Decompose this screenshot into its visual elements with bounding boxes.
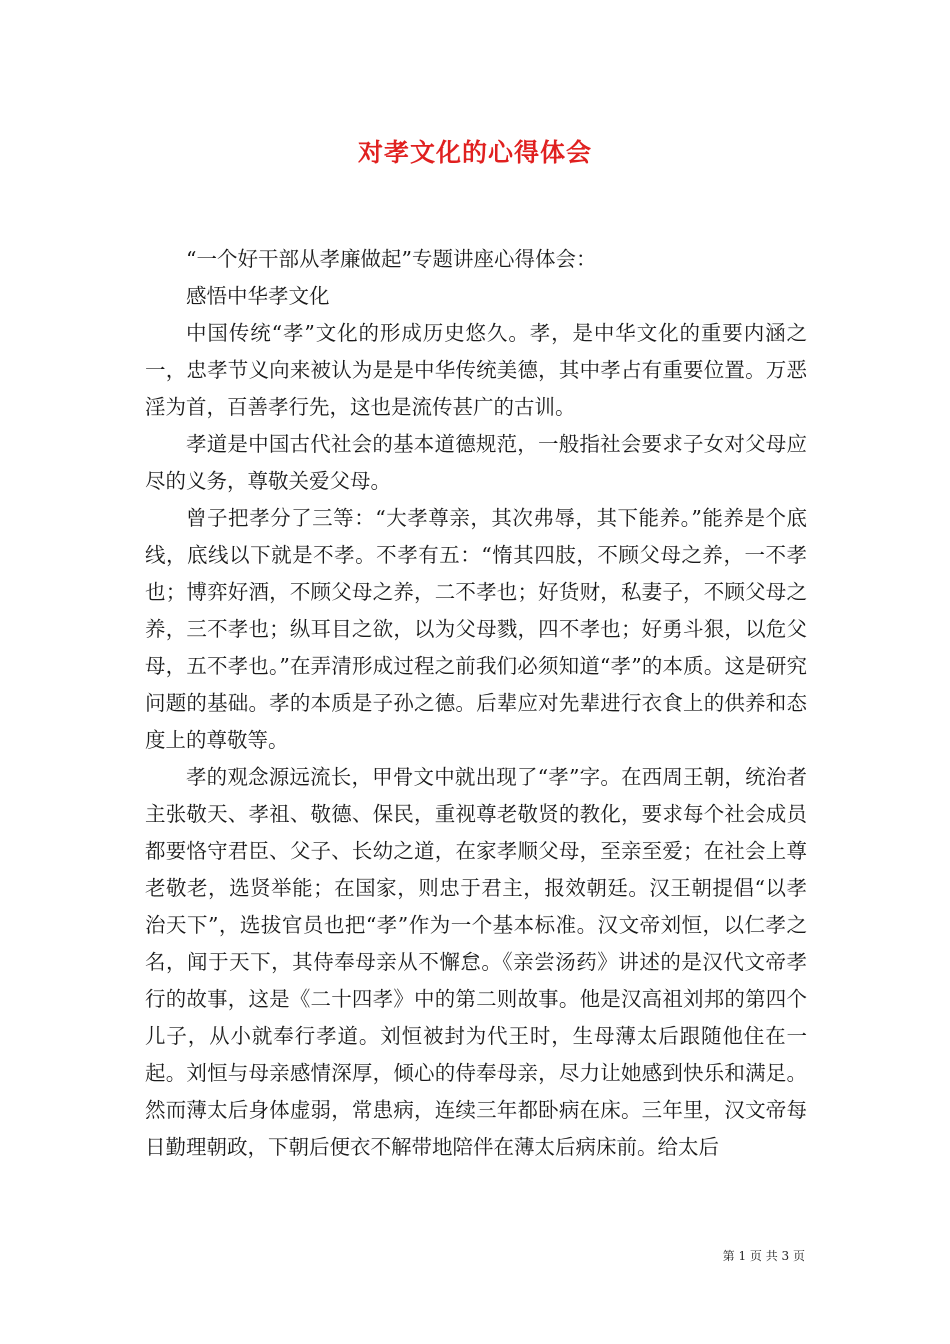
paragraph: 孝的观念源远流长，甲骨文中就出现了“孝”字。在西周王朝，统治者主张敬天、孝祖、敬德、保民，重视尊老敬贤的教化，要求每个社会成员都要恪守君臣、父子、长幼之道，在家孝顺父母，至亲至爱；在社会上尊老敬老，选贤举能；在国家，则忠于君主，报效朝廷。汉王朝提倡“以孝治天下”，选拔官员也把“孝”作为一个基本标准。汉文帝刘恒，以仁孝之名，闻于天下，其侍奉母亲从不懈怠。《亲尝汤药》讲述的是汉代文帝孝行的故事，这是《二十四孝》中的第二则故事。他是汉高祖刘邦的第四个儿子，从小就奉行孝道。刘恒被封为代王时，生母薄太后跟随他住在一起。刘恒与母亲感情深厚，倾心的侍奉母亲，尽力让她感到快乐和满足。然而薄太后身体虚弱，常患病，连续三年都卧病在床。三年里，汉文帝每日勤理朝政，下朝后便衣不解带地陪伴在薄太后病床前。给太后 [145, 765, 807, 1159]
paragraph: 中国传统“孝”文化的形成历史悠久。孝，是中华文化的重要内涵之一，忠孝节义向来被认为是是中华传统美德，其中孝占有重要位置。万恶淫为首，百善孝行先，这也是流传甚广的古训。 [145, 321, 807, 419]
paragraph: 孝道是中国古代社会的基本道德规范，一般指社会要求子女对父母应尽的义务，尊敬关爱父母。 [145, 432, 807, 493]
paragraph: 曾子把孝分了三等：“大孝尊亲，其次弗辱，其下能养。”能养是个底线，底线以下就是不孝。不孝有五：“惰其四肢，不顾父母之养，一不孝也；博弈好酒，不顾父母之养，二不孝也；好货财，私妻子，不顾父母之养，三不孝也；纵耳目之欲，以为父母戮，四不孝也；好勇斗狠，以危父母，五不孝也。”在弄清形成过程之前我们必须知道“孝”的本质。这是研究问题的基础。孝的本质是子孙之德。后辈应对先辈进行衣食上的供养和态度上的尊敬等。 [145, 506, 807, 752]
page-number-footer: 第 1 页 共 3 页 [722, 1249, 805, 1263]
paragraph-subtitle: “一个好干部从孝廉做起”专题讲座心得体会： [186, 247, 597, 271]
document-title: 对孝文化的心得体会 [357, 138, 592, 167]
paragraph-heading: 感悟中华孝文化 [186, 284, 330, 308]
document-body [145, 241, 807, 1166]
